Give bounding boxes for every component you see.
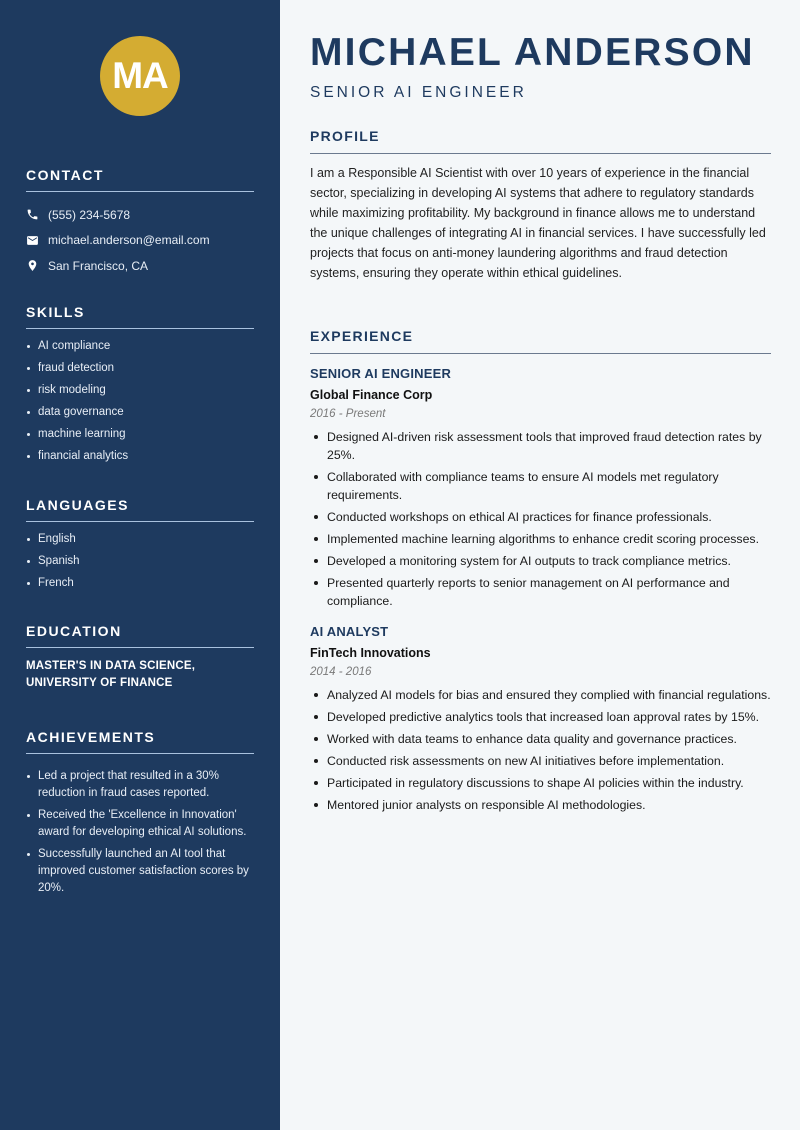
achievements-section [26, 729, 254, 902]
education-heading: EDUCATION [26, 623, 254, 648]
job-bullet: Implemented machine learning algorithms to enhance credit scoring processes. [310, 530, 771, 548]
skill-item: financial analytics [26, 448, 254, 465]
achievement-item: Received the 'Excellence in Innovation' award for developing ethical AI solutions. [26, 807, 254, 841]
avatar [100, 36, 180, 116]
degree-line-1: MASTER'S IN DATA SCIENCE, [26, 660, 196, 672]
job-bullets [310, 686, 771, 814]
job-bullet: Developed a monitoring system for AI outputs to track compliance metrics. [310, 552, 771, 570]
degree-line-2: UNIVERSITY OF FINANCE [26, 677, 173, 689]
language-item: Spanish [26, 553, 254, 570]
profile-section [310, 128, 771, 284]
language-item: French [26, 575, 254, 592]
job-entry [310, 366, 771, 610]
candidate-name: MICHAEL ANDERSON [310, 31, 755, 74]
avatar-initials: MA [112, 55, 168, 96]
job-dates: 2014 - 2016 [310, 666, 372, 678]
skill-item: AI compliance [26, 338, 254, 355]
achievement-item: Successfully launched an AI tool that improved customer satisfaction scores by 20%. [26, 846, 254, 897]
skills-section [26, 304, 254, 470]
job-bullet: Conducted risk assessments on new AI initiatives before implementation. [310, 752, 771, 770]
job-bullet: Participated in regulatory discussions to shape AI policies within the industry. [310, 774, 771, 792]
job-bullet: Designed AI-driven risk assessment tools that improved fraud detection rates by 25%. [310, 428, 771, 464]
skill-item: risk modeling [26, 382, 254, 399]
contact-heading: CONTACT [26, 167, 254, 192]
education-section [26, 623, 254, 692]
job-role: AI ANALYST [310, 624, 389, 639]
location-value: San Francisco, CA [48, 258, 149, 273]
job-bullet: Developed predictive analytics tools that increased loan approval rates by 15%. [310, 708, 771, 726]
job-bullet: Conducted workshops on ethical AI practices for finance professionals. [310, 508, 771, 526]
job-dates: 2016 - Present [310, 408, 386, 420]
job-role: SENIOR AI ENGINEER [310, 366, 452, 381]
job-entry [310, 624, 771, 814]
achievement-item: Led a project that resulted in a 30% reduction in fraud cases reported. [26, 768, 254, 802]
contact-location [26, 253, 254, 279]
skill-item: machine learning [26, 426, 254, 443]
profile-text: I am a Responsible AI Scientist with over 10 years of experience in the financial sector, specializing in developing AI systems that adhere to regulatory standards while maximizing profitability. My background in finance allows me to understand the unique challenges of integrating AI in financial services. I have successfully led projects that focus on anti-money laundering algorithms and fraud detection systems, ensuring they operate within ethical guidelines. [310, 166, 766, 281]
experience-section [310, 328, 771, 818]
email-icon [26, 234, 39, 247]
candidate-title: SENIOR AI ENGINEER [310, 84, 527, 101]
contact-phone [26, 202, 254, 228]
languages-section [26, 497, 254, 597]
sidebar [0, 0, 280, 1130]
skill-item: data governance [26, 404, 254, 421]
languages-list [26, 531, 254, 592]
job-bullet: Presented quarterly reports to senior management on AI performance and compliance. [310, 574, 771, 610]
job-bullet: Analyzed AI models for bias and ensured they complied with financial regulations. [310, 686, 771, 704]
job-company: FinTech Innovations [310, 646, 431, 660]
job-company: Global Finance Corp [310, 388, 433, 402]
email-value: michael.anderson@email.com [48, 233, 210, 248]
languages-heading: LANGUAGES [26, 497, 254, 522]
phone-icon [26, 208, 39, 221]
achievements-heading: ACHIEVEMENTS [26, 729, 254, 754]
profile-heading: PROFILE [310, 128, 771, 154]
skills-list [26, 338, 254, 465]
job-bullet: Mentored junior analysts on responsible AI methodologies. [310, 796, 771, 814]
location-pin-icon [26, 259, 39, 272]
job-bullets [310, 428, 771, 610]
contact-list [26, 202, 254, 279]
job-bullet: Worked with data teams to enhance data quality and governance practices. [310, 730, 771, 748]
phone-value: (555) 234-5678 [48, 207, 131, 222]
contact-email [26, 228, 254, 254]
contact-section [26, 167, 254, 279]
job-bullet: Collaborated with compliance teams to ensure AI models met regulatory requirements. [310, 468, 771, 504]
language-item: English [26, 531, 254, 548]
skills-heading: SKILLS [26, 304, 254, 329]
education-degree [26, 658, 254, 692]
skill-item: fraud detection [26, 360, 254, 377]
achievements-list [26, 768, 254, 897]
experience-heading: EXPERIENCE [310, 328, 771, 354]
